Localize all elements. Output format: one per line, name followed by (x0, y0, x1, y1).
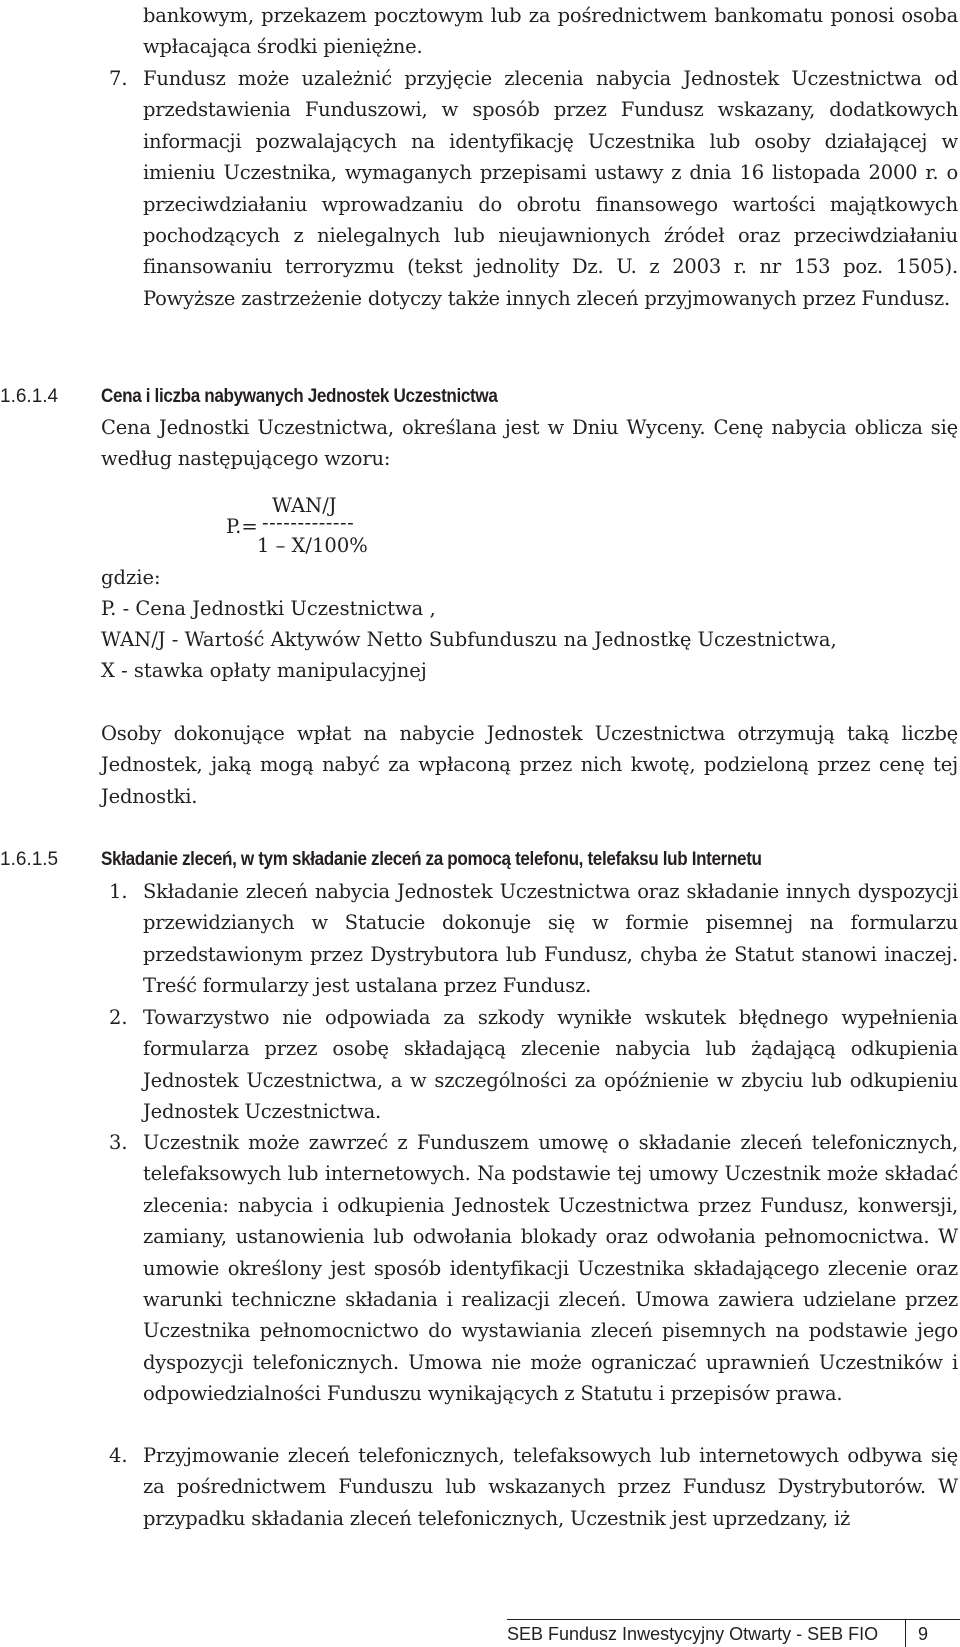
footer-separator (905, 1620, 906, 1647)
page-number: 9 (918, 1624, 929, 1644)
list-item-number: 1. (109, 880, 128, 903)
list-item-text: Uczestnik może zawrzeć z Funduszem umowę o składanie zleceń telefonicznych, telefaksowych lub internetowych. Na podstawie tej umowy Uczestnik może składać zlecenia: nabycia i odkupienia Jednostek Uczestnictwa przez Fundusz, konwersji, zamiany, ustanowienia lub odwołania blokady oraz odwołania pełnomocnictwa. W umowie określony jest sposób identyfikacji Uczestnika składającego zlecenie oraz warunki techniczne składania i realizacji zleceń. Umowa zawiera udzielane przez Uczestnika pełnomocnictwo do wystawiania zleceń pisemnych na podstawie jego dyspozycji telefonicznych. Umowa nie może ograniczać uprawnień Uczestników i odpowiedzialności Funduszu wynikających z Statutu i przepisów prawa. (143, 1131, 958, 1406)
footer-rule (507, 1619, 960, 1620)
paragraph-continuation: bankowym, przekazem pocztowym lub za pośrednictwem bankomatu ponosi osoba wpłacająca środki pieniężne. (143, 4, 958, 59)
list-item-number: 4. (109, 1444, 128, 1467)
paragraph-closing: Osoby dokonujące wpłat na nabycie Jednostek Uczestnictwa otrzymują taką liczbę Jednostek, jaką mogą nabyć za wpłaconą przez nich kwotę, podzieloną przez cenę tej Jednostki. (101, 722, 958, 808)
list-item-text: Towarzystwo nie odpowiada za szkody wynikłe wskutek błędnego wypełnienia formularza przez osobę składającą zlecenie nabycia lub żądającą odkupienia Jednostek Uczestnictwa, a w szczególności za opóźnienie w zbyciu lub odkupieniu Jednostek Uczestnictwa. (143, 1006, 958, 1124)
definition-line: P. - Cena Jednostki Uczestnictwa , (101, 597, 436, 620)
section-number: 1.6.1.4 (0, 386, 59, 407)
footer-title: SEB Fundusz Inwestycyjny Otwarty - SEB FIO (507, 1624, 879, 1644)
section-heading: Składanie zleceń, w tym składanie zleceń za pomocą telefonu, telefaksu lub Internetu (101, 849, 762, 870)
list-item-text: Fundusz może uzależnić przyjęcie zlecenia nabycia Jednostek Uczestnictwa od przedstawienia Funduszowi, w sposób przez Fundusz wskazany, dodatkowych informacji pozwalających na identyfikację Uczestnika lub osoby działającej w imieniu Uczestnika, wymaganych przepisami ustawy z dnia 16 listopada 2000 r. o przeciwdziałaniu wprowadzaniu do obrotu finansowego wartości majątkowych pochodzących z nielegalnych lub nieujawnionych źródeł oraz przeciwdziałaniu finansowaniu terroryzmu (tekst jednolity Dz. U. z 2003 r. nr 153 poz. 1505). Powyższe zastrzeżenie dotyczy także innych zleceń przyjmowanych przez Fundusz. (143, 67, 958, 310)
list-item-number: 3. (109, 1131, 128, 1154)
formula-denominator: 1 – X/100% (257, 534, 368, 557)
definition-line: X - stawka opłaty manipulacyjnej (101, 659, 427, 682)
definition-line: WAN/J - Wartość Aktywów Netto Subfunduszu na Jednostkę Uczestnictwa, (101, 628, 837, 651)
list-item-text: Składanie zleceń nabycia Jednostek Uczestnictwa oraz składanie innych dyspozycji przewidzianych w Statucie dokonuje się w formie pisemnej na formularzu przedstawionym przez Dystrybutora lub Fundusz, chyba że Statut stanowi inaczej. Treść formularzy jest ustalana przez Fundusz. (143, 880, 958, 998)
list-item-number: 7. (109, 67, 128, 90)
list-item-number: 2. (109, 1006, 128, 1029)
where-label: gdzie: (101, 566, 161, 589)
section-heading: Cena i liczba nabywanych Jednostek Uczestnictwa (101, 386, 498, 407)
section-number: 1.6.1.5 (0, 849, 59, 870)
list-item-text: Przyjmowanie zleceń telefonicznych, telefaksowych lub internetowych odbywa się za pośrednictwem Funduszu lub wskazanych przez Fundusz Dystrybutorów. W przypadku składania zleceń telefonicznych, Uczestnik jest uprzedzany, iż (143, 1444, 958, 1530)
formula-fraction-line: ------------- (262, 511, 355, 534)
paragraph-intro: Cena Jednostki Uczestnictwa, określana jest w Dniu Wyceny. Cenę nabycia oblicza się według następującego wzoru: (101, 416, 958, 471)
formula-numerator: WAN/J (272, 494, 337, 517)
formula-lhs: P.= (226, 515, 258, 538)
